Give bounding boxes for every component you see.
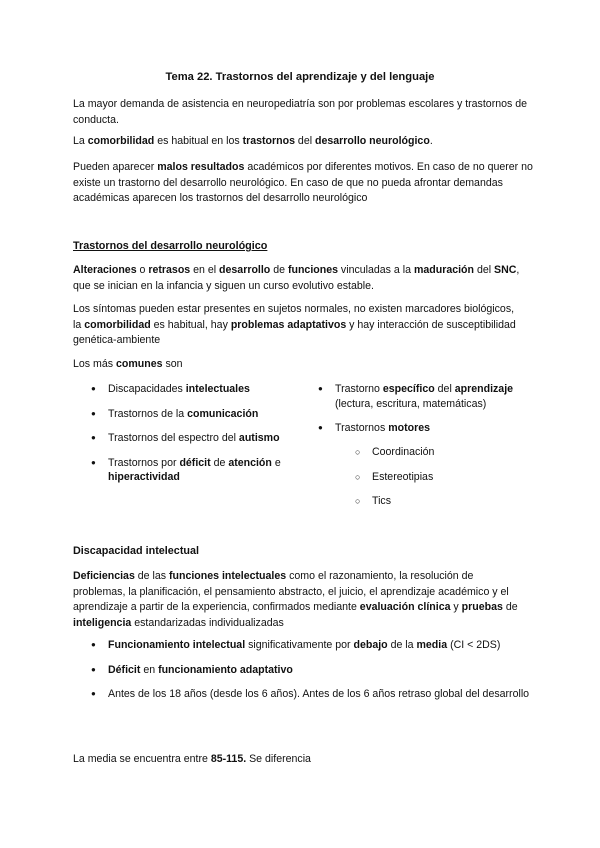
text: Antes de los 18 años (desde los 6 años). Antes de los 6 años retraso global del desarrollo [108, 688, 530, 700]
bold-text: Déficit [108, 663, 141, 676]
text: en [140, 663, 159, 676]
bold-text: funciones intelectuales [169, 570, 287, 582]
list-item [318, 421, 538, 436]
intro-paragraph-3 [73, 160, 533, 207]
page-title: Tema 22. Trastornos del aprendizaje y del lenguaje [165, 71, 435, 83]
bold-text: hiperactividad [108, 471, 180, 483]
text: es habitual en los [154, 135, 243, 147]
list-item [318, 382, 538, 411]
bold-text: inteligencia [73, 616, 132, 629]
text: Los síntomas pueden estar presentes en sujetos normales, no existen marcadores biológicos, la [73, 303, 515, 331]
text: y [450, 601, 462, 613]
text: (lectura, escritura, matemáticas) [335, 397, 487, 410]
list-item [91, 382, 306, 397]
bold-text: media [416, 639, 448, 651]
text: significativamente por [245, 639, 354, 651]
text: e [271, 456, 281, 469]
bold-text: evaluación clínica [359, 601, 451, 613]
bold-text: trastornos [242, 135, 295, 147]
text: Trastorno [335, 383, 383, 395]
section2-paragraph-2 [73, 752, 533, 768]
text: La [73, 135, 88, 147]
bold-text: debajo [353, 639, 388, 651]
text: de [210, 456, 229, 469]
text: vinculadas a la [337, 264, 414, 276]
list-item [91, 407, 306, 422]
common-disorders-list-right [318, 382, 538, 446]
common-disorders-list-left [91, 382, 306, 495]
bold-text: intelectuales [185, 383, 250, 395]
section-heading-discapacidad: Discapacidad intelectual [73, 545, 200, 557]
bold-text: específico [382, 383, 435, 395]
list-item [91, 456, 306, 485]
text: , que se inician en la infancia y siguen un curso evolutivo estable. [73, 264, 520, 292]
list-item [91, 663, 536, 678]
text: de las [134, 570, 169, 582]
bold-text: problemas adaptativos [230, 318, 347, 331]
bold-text: autismo [238, 432, 280, 444]
text: es habitual, hay [150, 318, 231, 331]
text: Los más [73, 358, 116, 370]
bold-text: Deficiencias [73, 570, 135, 582]
text: Pueden aparecer [73, 161, 158, 173]
text: Trastornos de la [108, 407, 188, 420]
text: (CI < 2DS) [447, 639, 501, 651]
list-item [91, 687, 536, 702]
text: . [429, 135, 433, 147]
bold-text: SNC [494, 264, 517, 276]
intro-paragraph-2 [73, 134, 533, 150]
bold-text: pruebas [461, 601, 503, 613]
section2-paragraph-1 [73, 569, 528, 631]
bold-text: maduración [413, 264, 474, 276]
bold-text: aprendizaje [454, 383, 514, 395]
text: de la [387, 639, 417, 651]
bold-text: comorbilidad [84, 318, 151, 331]
sublist-item: ○ Coordinación [355, 445, 505, 460]
list-item [91, 638, 536, 653]
bold-text: funciones [287, 264, 338, 276]
bold-text: desarrollo [219, 264, 271, 276]
text: Trastornos [335, 422, 389, 434]
section1-paragraph-3 [73, 357, 533, 373]
bold-text: comorbilidad [87, 135, 155, 147]
text: como el razonamiento, la resolución de problemas, la planificación, el pensamiento abstracto, el juicio, el aprendizaje académico y el aprendizaje a partir de la experiencia, confirmados mediante [73, 570, 509, 613]
section1-paragraph-1 [73, 263, 523, 294]
bold-text: comunicación [187, 407, 259, 420]
bold-text: Alteraciones [73, 264, 137, 276]
intro-paragraph-1: La mayor demanda de asistencia en neuropediatría son por problemas escolares y trastornos de conducta. [73, 98, 528, 126]
motor-disorders-sublist [355, 445, 505, 519]
text: o [136, 264, 149, 276]
section-heading-trastornos: Trastornos del desarrollo neurológico [73, 240, 268, 252]
text: Se diferencia [246, 753, 311, 765]
bold-text: atención [228, 456, 272, 469]
bold-text: desarrollo neurológico [315, 135, 430, 147]
bold-text: funcionamiento adaptativo [158, 663, 293, 676]
text: en el [190, 264, 220, 276]
text: Trastornos del espectro del [108, 432, 239, 444]
sublist-item: ○ Estereotipias [355, 470, 505, 485]
text: y hay interacción de susceptibilidad genética-ambiente [73, 318, 516, 346]
text: académicos por diferentes motivos. En caso de no querer no existe un trastorno del desarrollo neurológico. En caso de que no pueda afrontar demandas académicas aparecen los trastornos del desarrollo neurológico [73, 161, 533, 204]
text: de [502, 601, 518, 613]
bold-text: comunes [115, 358, 163, 370]
text: son [162, 358, 183, 370]
text: Trastornos por [108, 456, 180, 469]
text: Discapacidades [108, 383, 186, 395]
text: estandarizadas individualizadas [131, 616, 284, 629]
bold-text: 85-115. [210, 753, 247, 765]
text: del [474, 264, 495, 276]
section1-paragraph-2 [73, 302, 523, 349]
bold-text: motores [388, 422, 430, 434]
text: de [270, 264, 288, 276]
bold-text: malos resultados [157, 161, 245, 173]
text: del [434, 383, 455, 395]
sublist-item: ○ Tics [355, 494, 505, 509]
text: del [294, 135, 316, 147]
list-item [91, 431, 306, 446]
text: La media se encuentra entre [73, 753, 211, 765]
bold-text: retrasos [148, 264, 191, 276]
bold-text: déficit [179, 456, 211, 469]
intellectual-disability-criteria-list [91, 638, 536, 712]
bold-text: Funcionamiento intelectual [108, 639, 246, 651]
